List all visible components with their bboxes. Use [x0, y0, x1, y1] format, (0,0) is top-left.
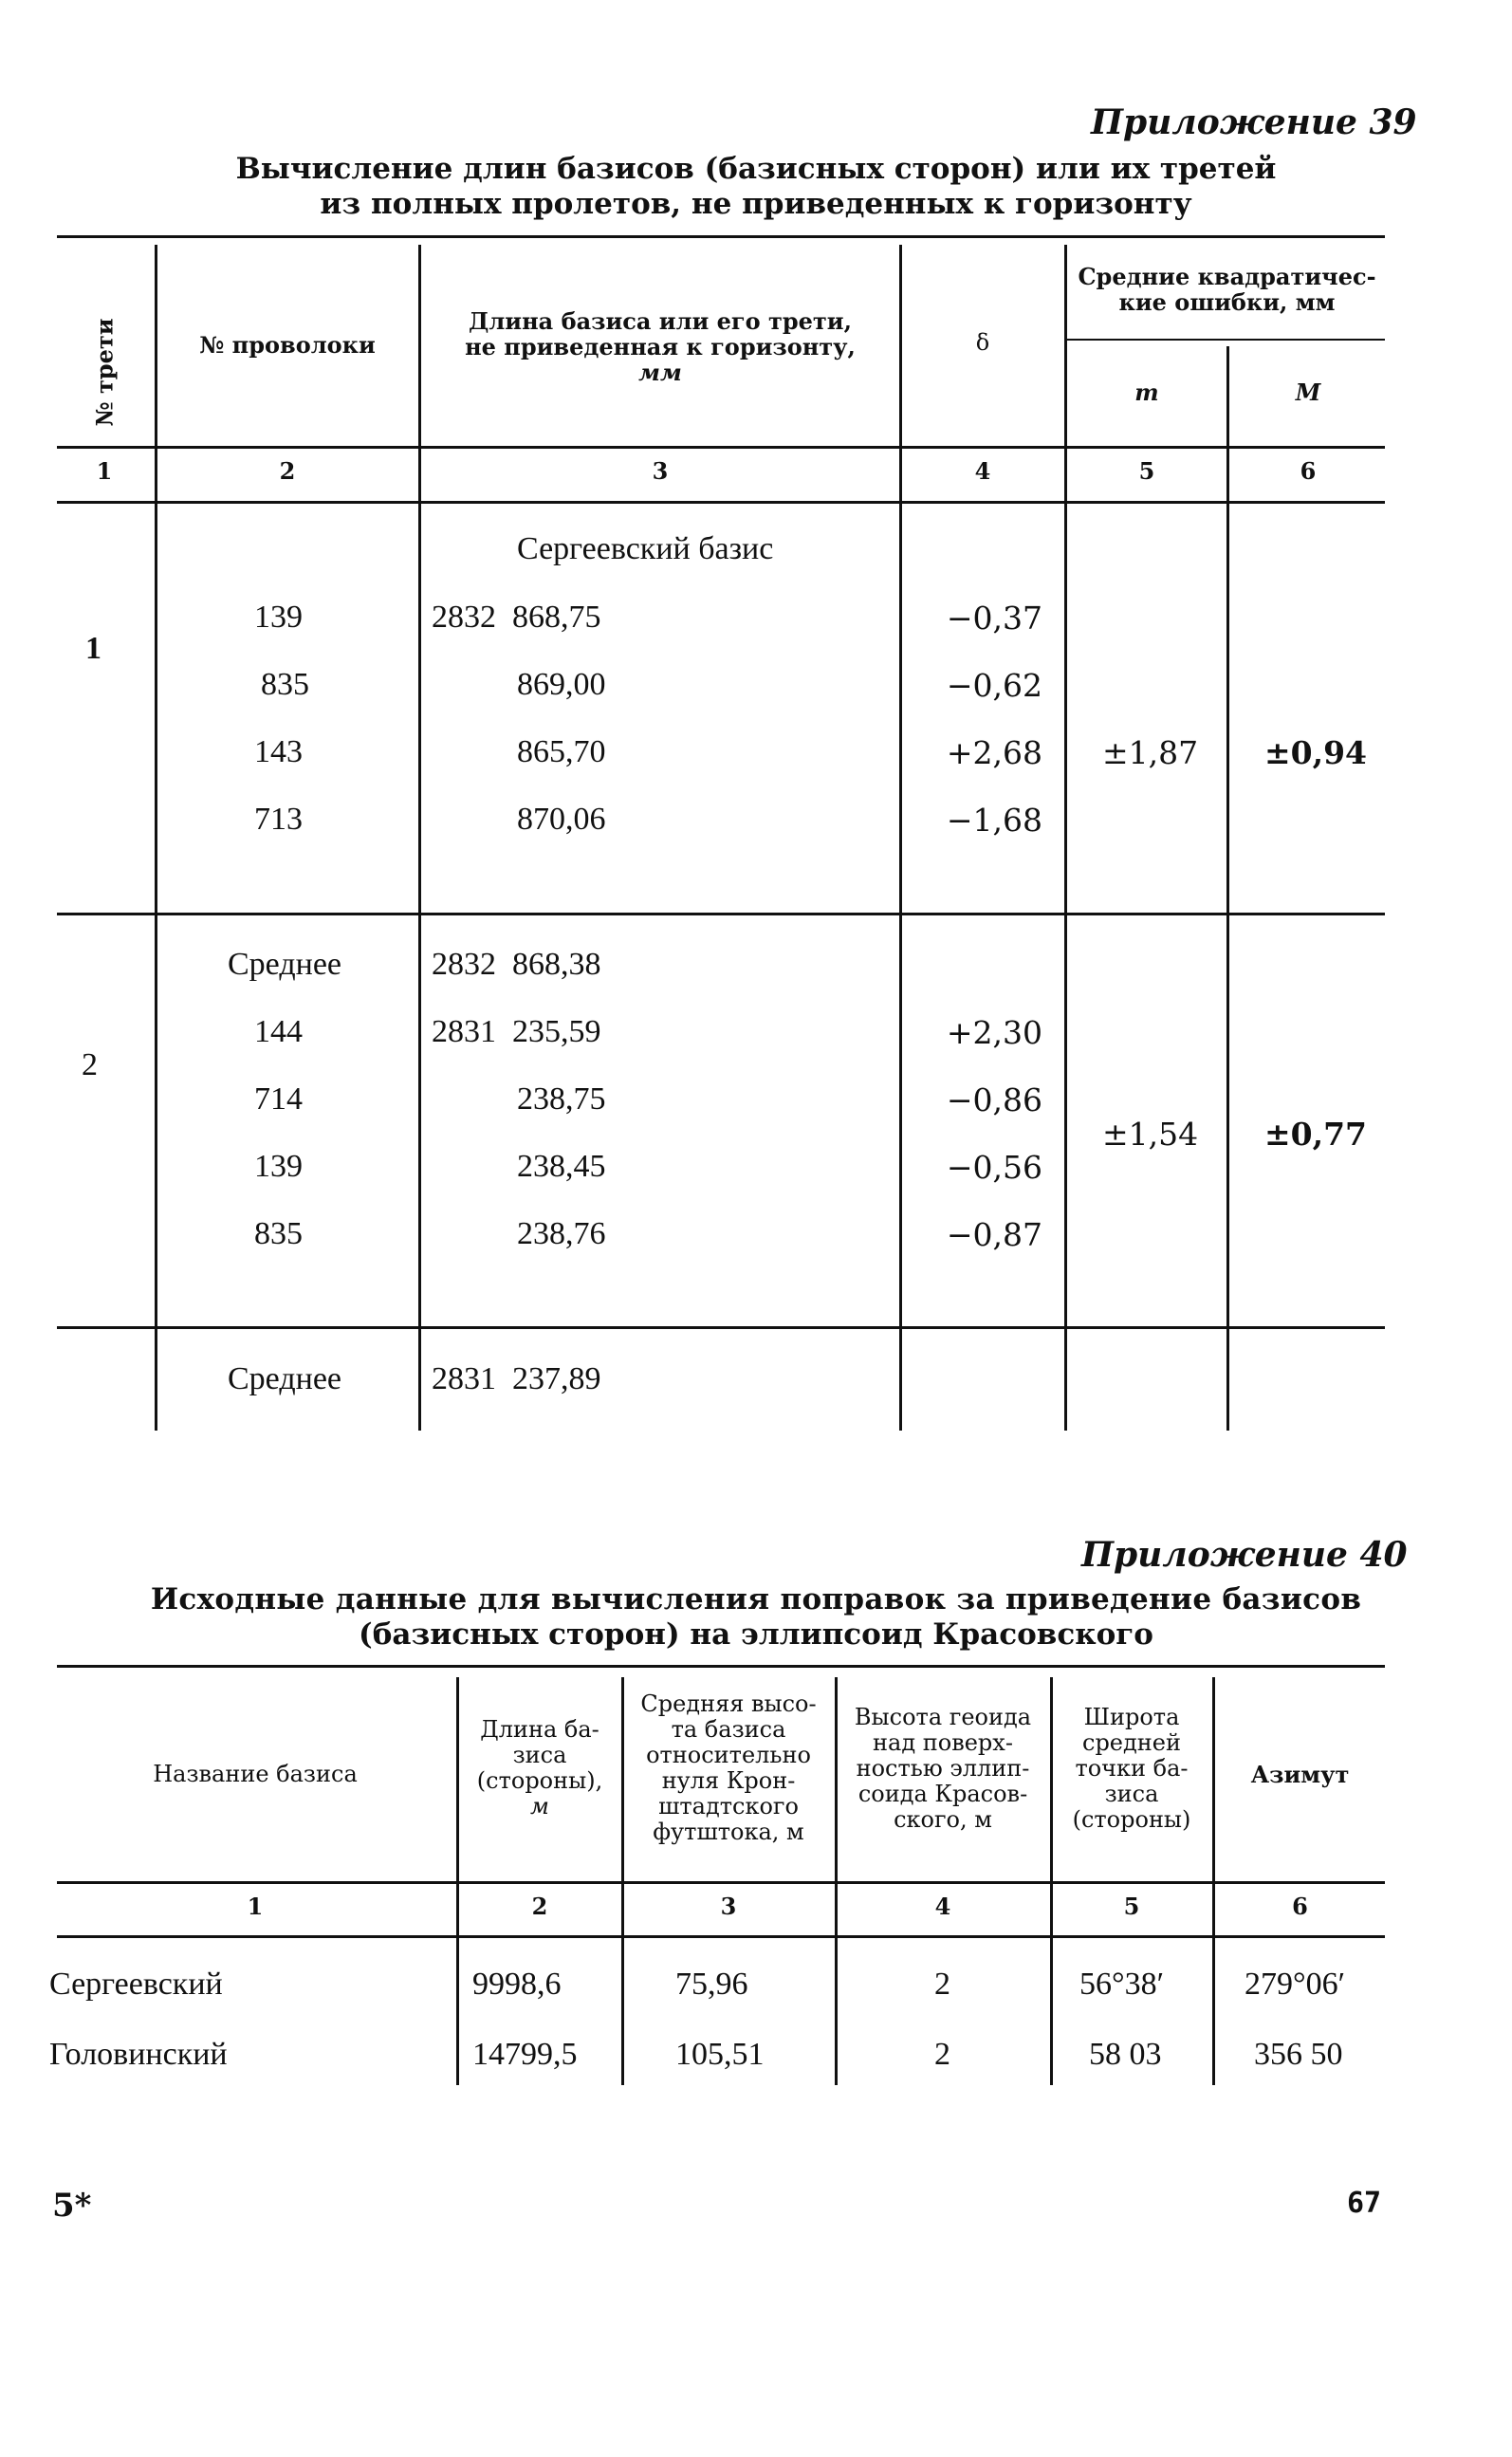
header40-length-l1: Длина ба- [480, 1716, 599, 1743]
col40-number-4: 4 [934, 1893, 951, 1920]
g2-r2-wire: 714 [254, 1081, 303, 1117]
header40-length-l3: (стороны), [476, 1767, 603, 1794]
header-length-line2: не приведенная к горизонту, [465, 333, 856, 360]
header40-length-l2: зиса [512, 1742, 567, 1768]
g1-r4-delta: −1,68 [946, 802, 1042, 839]
appendix-40-label: Приложение 40 [1081, 1535, 1408, 1575]
col40-number-3: 3 [720, 1893, 737, 1920]
table39-group2-bottom-rule [57, 1326, 1385, 1329]
g1-r1-length: 2832 868,75 [432, 600, 601, 635]
header40-name: Название базиса [153, 1761, 358, 1787]
g2-mean-label: Среднее [228, 947, 341, 982]
header40-geoid-l4: соида Красов- [857, 1781, 1028, 1807]
page-number: 67 [1347, 2187, 1382, 2220]
row40-2-length: 14799,5 [472, 2037, 578, 2072]
table39-vline-4 [1064, 245, 1067, 1431]
header-errors-line2: кие ошибки, мм [1118, 288, 1336, 316]
header-length-line1: Длина базиса или его трети, [469, 307, 852, 335]
row40-1-length: 9998,6 [472, 1967, 562, 2002]
header-wire-no: № проволоки [199, 331, 376, 359]
row40-2-height: 105,51 [675, 2037, 765, 2072]
g2-r2-delta: −0,86 [946, 1081, 1042, 1118]
g2-r2-length: 238,75 [517, 1081, 606, 1117]
g1-r2-delta: −0,62 [946, 667, 1042, 704]
header40-geoid-l3: ностью эллип- [856, 1755, 1030, 1782]
g2-r4-wire: 835 [254, 1216, 303, 1251]
g2-r3-length: 238,45 [517, 1149, 606, 1184]
g2-r4-delta: −0,87 [946, 1216, 1042, 1253]
g2-r1-length: 2831 235,59 [432, 1014, 601, 1049]
g2-r4-length: 238,76 [517, 1216, 606, 1251]
g2-r1-delta: +2,30 [946, 1014, 1042, 1051]
g2-r3-wire: 139 [254, 1149, 303, 1184]
header40-height-l3: относительно [646, 1742, 811, 1768]
g1-r2-length: 869,00 [517, 667, 606, 702]
table39-vline-3 [899, 245, 902, 1431]
row40-1-azimuth: 279°06′ [1245, 1967, 1346, 2002]
header40-geoid-l2: над поверх- [873, 1729, 1013, 1756]
table39-vline-5 [1226, 346, 1229, 1431]
col40-number-6: 6 [1292, 1893, 1308, 1920]
g2-r1-wire: 144 [254, 1014, 303, 1049]
col-number-2: 2 [279, 457, 296, 485]
g1-r3-length: 865,70 [517, 734, 606, 769]
header40-height [624, 1691, 833, 1845]
appendix-39-title-line2: из полных пролетов, не приведенных к горизонту [320, 187, 1192, 221]
g2-m-error: ±1,54 [1102, 1116, 1199, 1153]
basis-name: Сергеевский базис [517, 531, 774, 566]
footer-signature-mark: 5* [52, 2187, 92, 2225]
final-mean-value: 2831 237,89 [432, 1361, 601, 1396]
row40-2-azimuth: 356 50 [1254, 2037, 1343, 2072]
g2-mean-value: 2832 868,38 [432, 947, 601, 982]
header40-height-l6: футштока, м [653, 1819, 804, 1845]
header-errors-line1: Средние квадратичес- [1078, 263, 1376, 290]
table40-header-bottom-rule [57, 1881, 1385, 1884]
col-number-4: 4 [974, 457, 991, 485]
g1-M-error: ±0,94 [1264, 734, 1368, 771]
col-number-6: 6 [1300, 457, 1317, 485]
header40-geoid-l5: ского, м [894, 1806, 992, 1833]
table40-numbers-bottom-rule [57, 1935, 1385, 1938]
row40-2-latitude: 58 03 [1089, 2037, 1162, 2072]
table39-group1-bottom-rule [57, 913, 1385, 915]
header40-length-l4: м [530, 1793, 549, 1820]
header40-geoid-l1: Высота геоида [854, 1704, 1032, 1730]
g1-r3-wire: 143 [254, 734, 303, 769]
header-length-unit: мм [638, 359, 682, 386]
header40-latitude-l4: зиса [1104, 1781, 1159, 1807]
row40-2-geoid: 2 [934, 2037, 950, 2072]
appendix-40-title-line2: (базисных сторон) на эллипсоид Красовского [359, 1617, 1153, 1652]
header40-height-l4: нуля Крон- [661, 1767, 796, 1794]
header-m-small: m [1134, 379, 1159, 406]
g1-r2-wire: 835 [261, 667, 309, 702]
g1-r4-wire: 713 [254, 802, 303, 837]
final-mean-label: Среднее [228, 1361, 341, 1396]
header40-latitude-l3: точки ба- [1075, 1755, 1189, 1782]
table39-header-bottom-rule [57, 446, 1385, 449]
g2-r3-delta: −0,56 [946, 1149, 1042, 1186]
col40-number-5: 5 [1123, 1893, 1140, 1920]
row40-1-geoid: 2 [934, 1967, 950, 2002]
appendix-39-title-line1: Вычисление длин базисов (базисных сторон) или их третей [235, 152, 1277, 186]
header40-height-l5: штадтского [658, 1793, 799, 1820]
table39-vline-2 [418, 245, 421, 1431]
g1-r4-length: 870,06 [517, 802, 606, 837]
header40-height-l2: та базиса [671, 1716, 786, 1743]
row40-2-name: Головинский [49, 2037, 228, 2072]
table39-vline-1 [155, 245, 157, 1431]
row40-1-height: 75,96 [675, 1967, 748, 2002]
table40-top-rule [57, 1665, 1385, 1668]
header40-length [459, 1717, 620, 1820]
row40-1-latitude: 56°38′ [1079, 1967, 1165, 2002]
appendix-40-title-line1: Исходные данные для вычисления поправок за приведение базисов [150, 1582, 1362, 1616]
header40-latitude-l5: (стороны) [1072, 1806, 1191, 1833]
col40-number-1: 1 [247, 1893, 264, 1920]
g1-r1-delta: −0,37 [946, 600, 1042, 637]
table39-top-rule [57, 235, 1385, 238]
table39-errors-rule [1064, 339, 1385, 341]
header-third-no: № трети [90, 318, 119, 427]
col-number-3: 3 [652, 457, 669, 485]
header40-latitude-l1: Широта [1083, 1704, 1180, 1730]
group1-third: 1 [85, 631, 101, 666]
header-m-big: M [1295, 379, 1321, 406]
col-number-5: 5 [1138, 457, 1155, 485]
row40-1-name: Сергеевский [49, 1967, 223, 2002]
g2-M-error: ±0,77 [1264, 1116, 1368, 1153]
header40-latitude-l2: средней [1082, 1729, 1181, 1756]
appendix-39-label: Приложение 39 [1091, 102, 1417, 142]
table39-numbers-bottom-rule [57, 501, 1385, 504]
header40-height-l1: Средняя высо- [640, 1690, 817, 1717]
g1-m-error: ±1,87 [1102, 734, 1199, 771]
header40-azimuth: Азимут [1250, 1761, 1350, 1788]
header40-latitude [1053, 1705, 1210, 1833]
group2-third: 2 [82, 1047, 98, 1082]
header-delta: δ [975, 329, 990, 356]
header40-geoid [838, 1705, 1048, 1833]
g1-r1-wire: 139 [254, 600, 303, 635]
col40-number-2: 2 [531, 1893, 548, 1920]
col-number-1: 1 [96, 457, 113, 485]
g1-r3-delta: +2,68 [946, 734, 1042, 771]
table40-vline-5 [1212, 1677, 1215, 2085]
